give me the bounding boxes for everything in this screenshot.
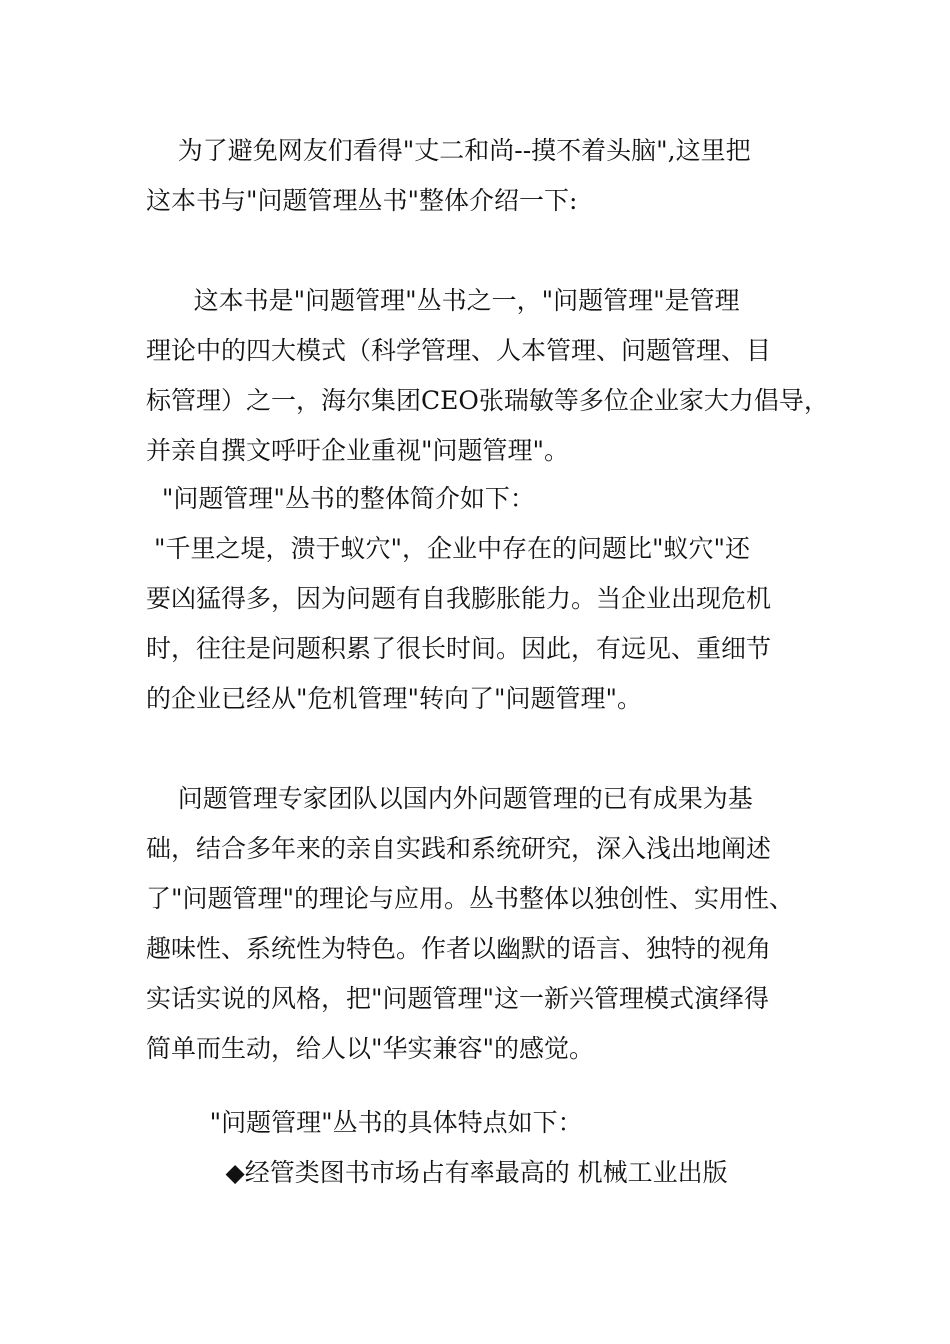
text-line: "千里之堤，溃于蚁穴"，企业中存在的问题比"蚁穴"还 xyxy=(146,534,750,563)
text-line: 为了避免网友们看得"丈二和尚--摸不着头脑",这里把 xyxy=(146,136,751,165)
text-line: 简单而生动，给人以"华实兼容"的感觉。 xyxy=(146,1034,594,1063)
text-line: 并亲自撰文呼吁企业重视"问题管理"。 xyxy=(146,436,569,465)
text-line: 理论中的四大模式（科学管理、人本管理、问题管理、目 xyxy=(146,336,772,365)
text-line: 实话实说的风格，把"问题管理"这一新兴管理模式演绎得 xyxy=(146,984,770,1013)
text-line: ◆经管类图书市场占有率最高的 机械工业出版 xyxy=(146,1158,728,1187)
text-line: 础，结合多年来的亲自实践和系统研究，深入浅出地阐述 xyxy=(146,834,772,863)
text-line: 这本书与"问题管理丛书"整体介绍一下: xyxy=(146,186,578,215)
text-line: "问题管理"丛书的整体简介如下： xyxy=(146,484,535,513)
text-line: 的企业已经从"危机管理"转向了"问题管理"。 xyxy=(146,684,642,713)
text-line: 了"问题管理"的理论与应用。丛书整体以独创性、实用性、 xyxy=(146,884,795,913)
text-line: 时，往往是问题积累了很长时间。因此，有远见、重细节 xyxy=(146,634,772,663)
text-line: 趣味性、系统性为特色。作者以幽默的语言、独特的视角 xyxy=(146,934,772,963)
text-line: "问题管理"丛书的具体特点如下： xyxy=(146,1108,583,1137)
text-line: 要凶猛得多，因为问题有自我膨胀能力。当企业出现危机 xyxy=(146,584,772,613)
text-line: 标管理）之一，海尔集团CEO张瑞敏等多位企业家大力倡导， xyxy=(146,386,829,415)
text-line: 问题管理专家团队以国内外问题管理的已有成果为基 xyxy=(146,784,753,813)
text-line: 这本书是"问题管理"丛书之一，"问题管理"是管理 xyxy=(146,286,740,315)
